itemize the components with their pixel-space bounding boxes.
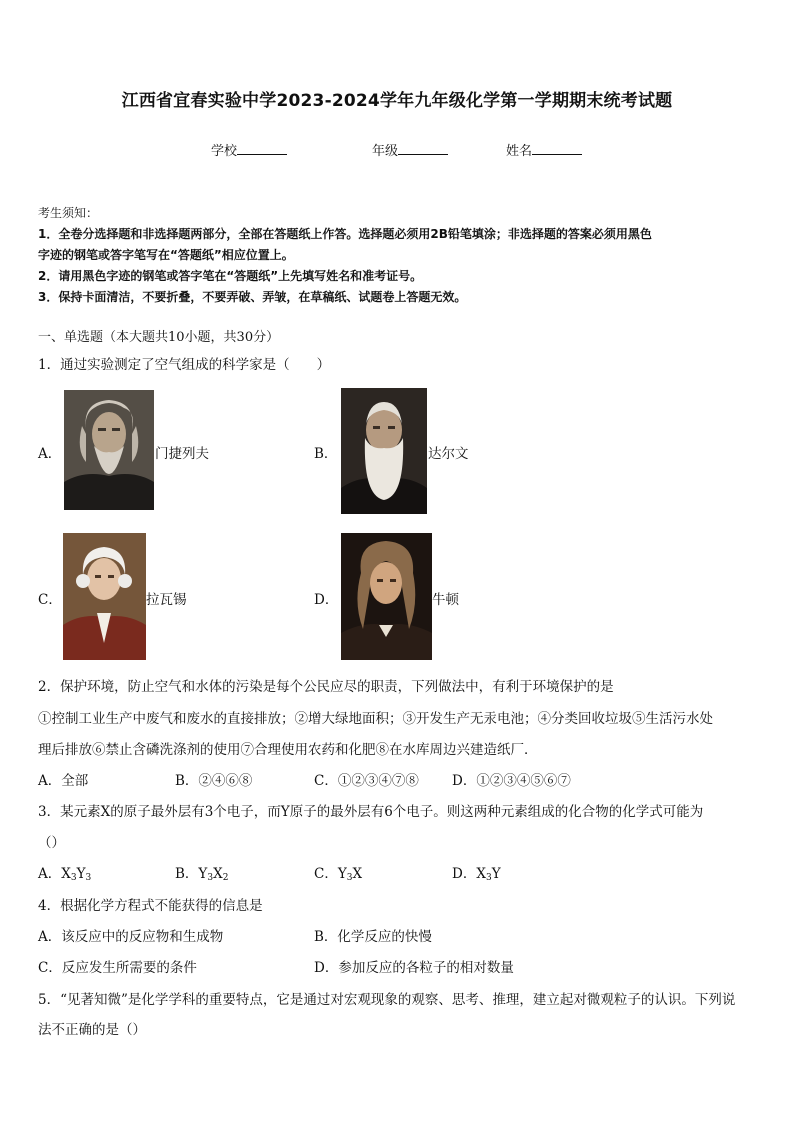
q1-option-c-name: 拉瓦锡 bbox=[146, 592, 187, 608]
darwin-portrait bbox=[341, 388, 427, 514]
q1-option-b-label: B． bbox=[314, 446, 338, 462]
notice-heading: 考生须知： bbox=[38, 206, 99, 220]
q2-option-b[interactable]: B．②④⑥⑧ bbox=[175, 773, 253, 789]
school-field bbox=[211, 140, 287, 159]
q1-option-a-name: 门捷列夫 bbox=[155, 446, 209, 462]
q1-option-d-name: 牛顿 bbox=[432, 592, 459, 608]
q2-option-c[interactable]: C．①②③④⑦⑧ bbox=[314, 773, 419, 789]
name-field bbox=[506, 140, 582, 159]
q5-stem: 5．“见著知微”是化学学科的重要特点，它是通过对宏观现象的观察、思考、推理，建立起对微观粒子的认识。下列说 bbox=[38, 992, 736, 1008]
school-label: 学校 bbox=[211, 144, 238, 159]
page-title: 江西省宜春实验中学2023-2024学年九年级化学第一学期期末统考试题 bbox=[121, 91, 673, 111]
q2-option-a[interactable]: A．全部 bbox=[38, 773, 89, 789]
q2-stem: 2．保护环境，防止空气和水体的污染是每个公民应尽的职责，下列做法中，有利于环境保护的是 bbox=[38, 679, 614, 695]
grade-blank[interactable] bbox=[398, 140, 448, 155]
q4-option-b[interactable]: B．化学反应的快慢 bbox=[314, 929, 432, 945]
q4-stem: 4．根据化学方程式不能获得的信息是 bbox=[38, 898, 263, 914]
q3-stem: 3．某元素X的原子最外层有3个电子，而Y原子的最外层有6个电子。则这两种元素组成的化合物的化学式可能为 bbox=[38, 804, 704, 820]
section-heading: 一、单选题（本大题共10小题，共30分） bbox=[38, 330, 280, 345]
q4-option-a[interactable]: A．该反应中的反应物和生成物 bbox=[38, 929, 224, 945]
q1-option-d-label: D． bbox=[314, 592, 339, 608]
q4-option-c[interactable]: C．反应发生所需要的条件 bbox=[38, 960, 197, 976]
q2-option-d[interactable]: D．①②③④⑤⑥⑦ bbox=[452, 773, 571, 789]
q3-option-c[interactable]: C．$Y_3X$ bbox=[314, 866, 363, 883]
q3-stem-cont: （） bbox=[38, 835, 65, 851]
q3-option-b[interactable]: B．$Y_3X_2$ bbox=[175, 866, 229, 883]
q3-option-d[interactable]: D．$X_3Y$ bbox=[452, 866, 501, 883]
q5-stem-cont: 法不正确的是（） bbox=[38, 1022, 146, 1038]
notice-line: 3．保持卡面清洁，不要折叠，不要弄破、弄皱，在草稿纸、试题卷上答题无效。 bbox=[38, 290, 467, 304]
notice-line: 1．全卷分选择题和非选择题两部分，全部在答题纸上作答。选择题必须用2B铅笔填涂；非选择题的答案必须用黑色 bbox=[38, 227, 652, 241]
q3-option-a[interactable]: A．$X_3Y_3$ bbox=[38, 866, 92, 883]
grade-label: 年级 bbox=[372, 144, 399, 159]
school-blank[interactable] bbox=[237, 140, 287, 155]
name-blank[interactable] bbox=[532, 140, 582, 155]
q2-statements-line1: ①控制工业生产中废气和废水的直接排放；②增大绿地面积；③开发生产无汞电池；④分类回收垃圾⑤生活污水处 bbox=[38, 711, 713, 727]
exam-notice bbox=[38, 203, 758, 308]
newton-portrait bbox=[341, 533, 432, 660]
q1-option-c-label: C． bbox=[38, 592, 62, 608]
q1-option-a-label: A． bbox=[38, 446, 62, 462]
lavoisier-portrait bbox=[63, 533, 146, 660]
q4-option-d[interactable]: D．参加反应的各粒子的相对数量 bbox=[314, 960, 514, 976]
q1-option-b-name: 达尔文 bbox=[428, 446, 469, 462]
notice-line: 字迹的钢笔或答字笔写在“答题纸”相应位置上。 bbox=[38, 248, 294, 262]
mendeleev-portrait bbox=[64, 390, 154, 510]
notice-line: 2．请用黑色字迹的钢笔或答字笔在“答题纸”上先填写姓名和准考证号。 bbox=[38, 269, 423, 283]
name-label: 姓名 bbox=[506, 144, 533, 159]
grade-field bbox=[372, 140, 448, 159]
q1-stem: 1．通过实验测定了空气组成的科学家是（ ） bbox=[38, 357, 331, 373]
q2-statements-line2: 理后排放⑥禁止含磷洗涤剂的使用⑦合理使用农药和化肥⑧在水库周边兴建造纸厂． bbox=[38, 742, 538, 758]
